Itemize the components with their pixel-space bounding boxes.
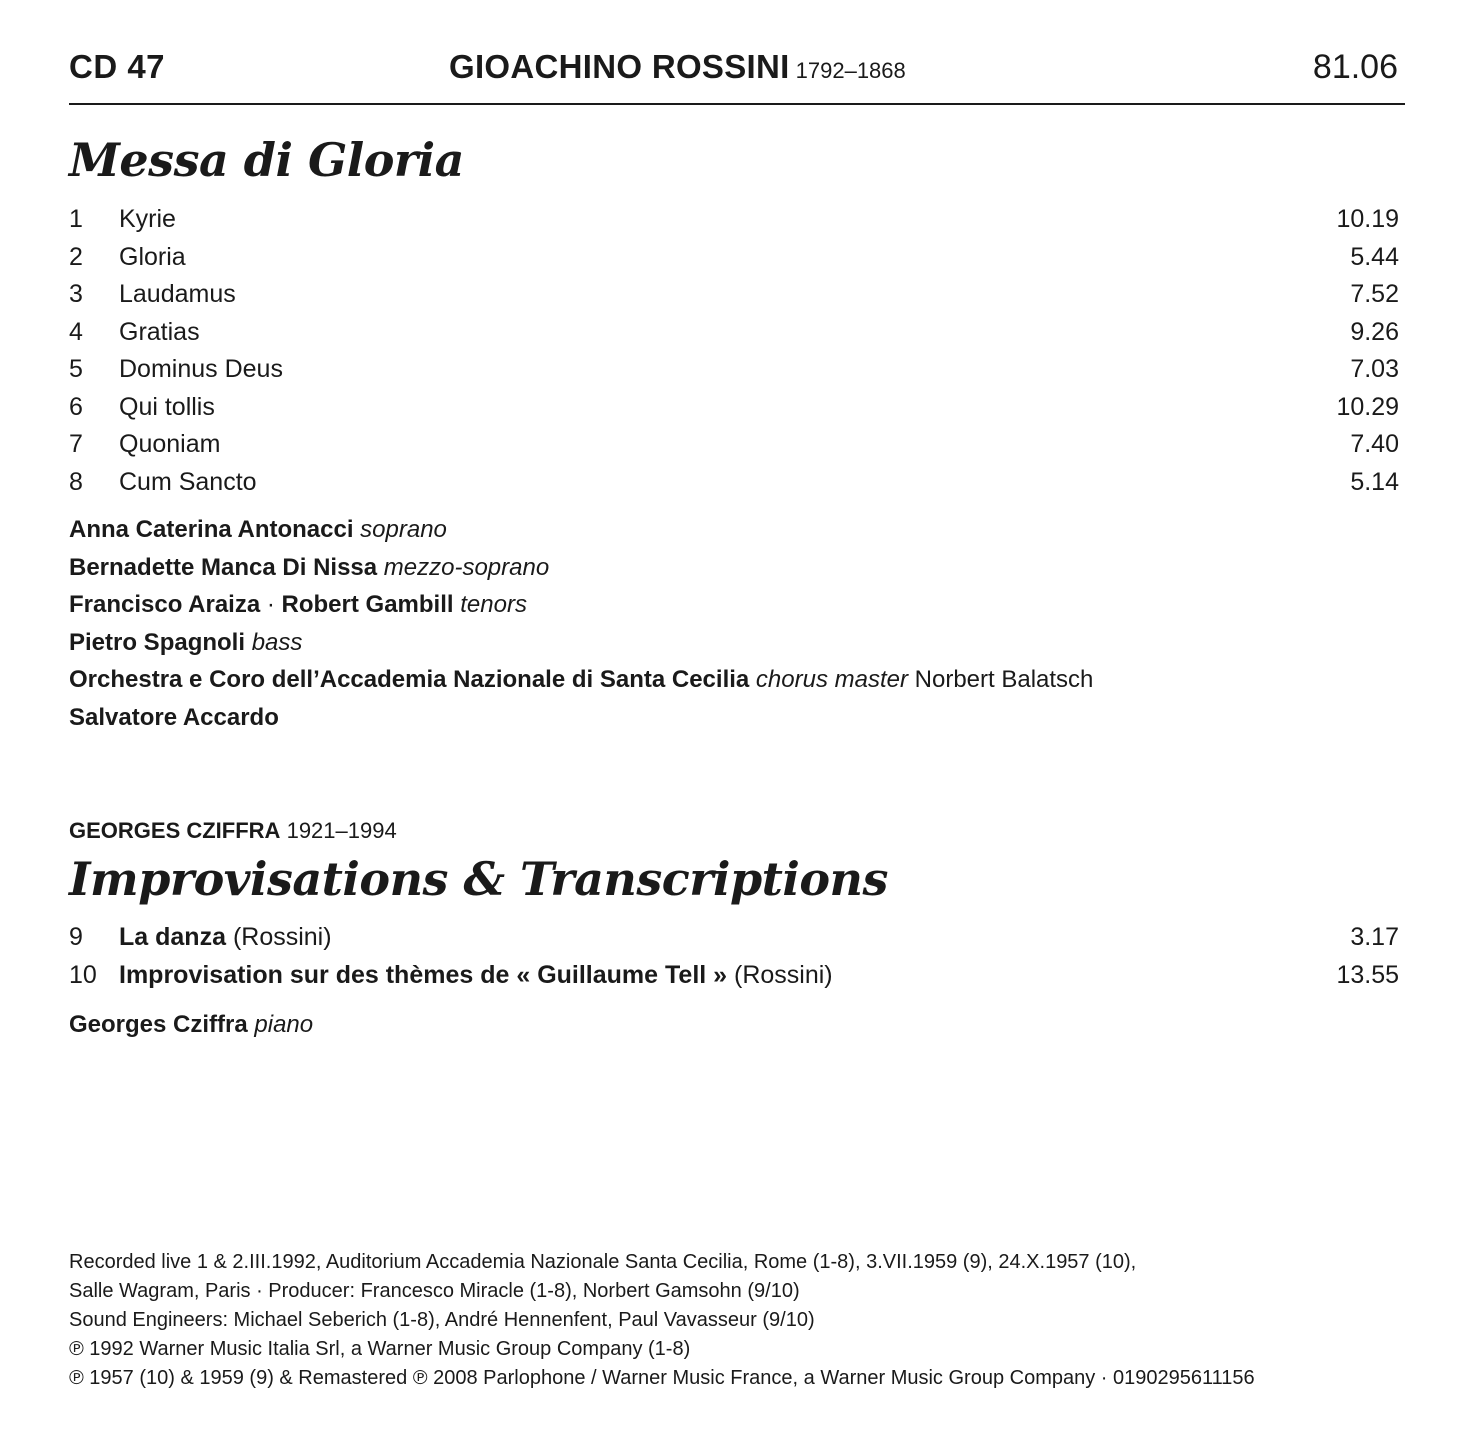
track-title-suffix: (Rossini) (232, 923, 332, 951)
performer-role: chorus master (755, 666, 908, 693)
recording-credits (69, 1248, 1255, 1393)
performer-role: bass (251, 628, 303, 656)
track-number: 6 (69, 392, 83, 421)
track-number: 5 (69, 355, 83, 383)
track-row (69, 468, 1399, 506)
composer-subheading (69, 818, 397, 844)
track-duration: 10.29 (1336, 392, 1399, 421)
track-row (69, 205, 1399, 243)
track-duration: 13.55 (1336, 960, 1399, 989)
track-duration: 5.14 (1350, 467, 1399, 496)
credit-line: ℗ 1992 Warner Music Italia Srl, a Warner Music Group Company (1-8) (69, 1338, 691, 1360)
performer-role: mezzo-soprano (383, 553, 550, 581)
performer-line (69, 629, 1399, 667)
track-title-main: Improvisation sur des thèmes de « Guillaume Tell » (119, 960, 728, 989)
performer-name: Francisco Araiza (69, 591, 261, 618)
track-title: Laudamus (119, 280, 236, 308)
track-row (69, 355, 1399, 393)
track-number: 4 (69, 317, 83, 346)
track-number: 10 (69, 960, 97, 989)
track-title-suffix: (Rossini) (734, 960, 833, 989)
track-number: 9 (69, 923, 83, 951)
composer-name: GEORGES CZIFFRA (69, 818, 281, 843)
composer-dates: 1792–1868 (795, 58, 906, 83)
performer-separator: · (260, 591, 282, 618)
credit-line: ℗ 1957 (10) & 1959 (9) & Remastered ℗ 2008 Parlophone / Warner Music France, a Warner Music Group Company · 0190295611156 (69, 1367, 1255, 1389)
credit-line: Sound Engineers: Michael Seberich (1-8), André Hennenfent, Paul Vavasseur (9/10) (69, 1309, 815, 1331)
performer-line (69, 554, 1399, 592)
performer-extra: Norbert Balatsch (914, 666, 1094, 693)
track-list-messa (69, 205, 1399, 505)
performer-line (69, 704, 1399, 742)
track-title: Gloria (119, 242, 186, 271)
credit-line: Salle Wagram, Paris · Producer: Francesco Miracle (1-8), Norbert Gamsohn (9/10) (69, 1280, 800, 1302)
composer-name: GIOACHINO ROSSINI (449, 48, 790, 85)
performer-list-improvisations (69, 1011, 1399, 1049)
conductor-name: Salvatore Accardo (69, 703, 279, 731)
track-title: Dominus Deus (119, 355, 283, 383)
performer-name: Pietro Spagnoli (69, 628, 246, 656)
track-row (69, 318, 1399, 356)
composer-dates: 1921–1994 (286, 818, 397, 843)
performer-role: soprano (360, 516, 447, 543)
track-duration: 7.40 (1350, 430, 1399, 458)
track-title: Gratias (119, 317, 200, 346)
cd-label: CD 47 (69, 48, 166, 85)
work-title-improvisations: Improvisations & Transcriptions (69, 852, 888, 906)
total-time: 81.06 (1312, 48, 1398, 86)
performer-name: Robert Gambill (281, 591, 454, 618)
track-duration: 10.19 (1336, 205, 1399, 233)
performer-role: piano (254, 1011, 314, 1038)
track-row (69, 393, 1399, 431)
performer-line (69, 516, 1399, 554)
track-duration: 5.44 (1350, 242, 1399, 271)
track-row (69, 430, 1399, 468)
performer-name: Georges Cziffra (69, 1011, 248, 1038)
track-title-main: La danza (119, 923, 226, 951)
performer-list-messa (69, 516, 1399, 741)
track-duration: 7.52 (1350, 280, 1399, 308)
track-number: 7 (69, 430, 83, 458)
credit-line: Recorded live 1 & 2.III.1992, Auditorium Accademia Nazionale Santa Cecilia, Rome (1-8), 3.VII.1959 (9), 24.X.1957 (10), (69, 1251, 1137, 1273)
track-list-improvisations (69, 923, 1399, 998)
performer-line (69, 666, 1399, 704)
track-title (119, 961, 833, 990)
track-number: 2 (69, 242, 83, 271)
track-duration: 9.26 (1350, 317, 1399, 346)
track-title (119, 923, 332, 952)
track-row (69, 961, 1399, 999)
track-row (69, 243, 1399, 281)
track-row (69, 280, 1399, 318)
work-title-messa: Messa di Gloria (69, 133, 464, 187)
performer-name: Bernadette Manca Di Nissa (69, 553, 378, 581)
track-title: Qui tollis (119, 392, 215, 421)
track-number: 3 (69, 280, 83, 308)
track-number: 8 (69, 467, 83, 496)
performer-name: Anna Caterina Antonacci (69, 516, 354, 543)
track-number: 1 (69, 205, 83, 233)
track-title: Cum Sancto (119, 467, 257, 496)
track-duration: 3.17 (1350, 923, 1399, 951)
performer-line (69, 591, 1399, 629)
performer-line (69, 1011, 1399, 1049)
track-duration: 7.03 (1350, 355, 1399, 383)
track-title: Kyrie (119, 205, 176, 233)
performer-role: tenors (460, 591, 527, 618)
performer-name: Orchestra e Coro dell’Accademia Nazionale di Santa Cecilia (69, 666, 750, 693)
composer-heading (449, 48, 906, 86)
header-divider (69, 103, 1405, 105)
track-row (69, 923, 1399, 961)
track-title: Quoniam (119, 430, 221, 458)
